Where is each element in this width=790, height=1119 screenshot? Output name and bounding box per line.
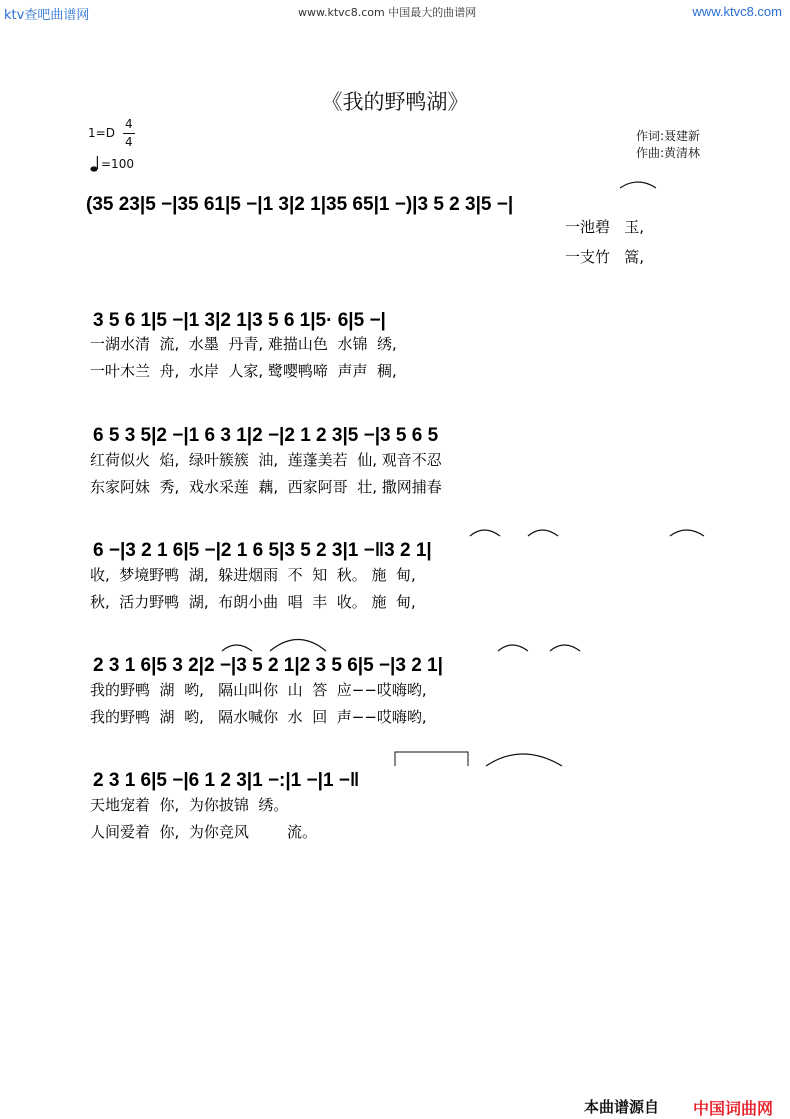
slur — [528, 530, 558, 536]
slur — [670, 530, 704, 536]
slur — [470, 530, 500, 536]
lyrics-row-3-verse-1: 红荷似火 焰, 绿叶簇簇 油, 莲蓬美若 仙, 观音不忍 — [90, 451, 442, 469]
notes-row-2: 3 5 6 1|5 −|1 3|2 1|3 5 6 1|5· 6|5 −| — [93, 310, 386, 331]
notes-row-4: 6 −|3 2 1 6|5 −|2 1 6 5|3 5 2 3|1 −‖3 2 1| — [93, 540, 432, 561]
lyrics-row-2-verse-1: 一湖水清 流, 水墨 丹青, 难描山色 水锦 绣, — [90, 335, 397, 353]
site-tagline: www.ktvc8.com 中国最大的曲谱网 — [298, 6, 477, 19]
score-row-3 — [90, 425, 443, 496]
slur — [498, 645, 528, 651]
score-row-4 — [90, 530, 704, 611]
lyrics-row-5-verse-1: 我的野鸭 湖 哟, 隔山叫你 山 答 应−−哎嗨哟, — [90, 681, 427, 699]
tempo-mark: =100 — [101, 157, 134, 171]
notes-row-6: 2 3 1 6|5 −|6 1 2 3|1 −:|1 −|1 −‖ — [93, 770, 360, 791]
composer-credit: 作曲:黄清林 — [636, 146, 701, 160]
lyrics-row-5-verse-2: 我的野鸭 湖 哟, 隔水喊你 水 回 声−−哎嗨哟, — [90, 708, 427, 726]
source-site-link[interactable]: 中国词曲网 — [693, 1099, 774, 1118]
song-title: 《我的野鸭湖》 — [321, 90, 469, 114]
lyrics-row-4-verse-2: 秋, 活力野鸭 湖, 布朗小曲 唱 丰 收。 施 甸, — [90, 593, 416, 611]
slur — [222, 645, 252, 651]
time-signature-top: 4 — [125, 117, 133, 131]
score-row-5 — [90, 640, 580, 727]
lyrics-row-1-verse-2: 一支竹 篙, — [565, 248, 645, 266]
lyrics-row-6-verse-1: 天地宠着 你, 为你披锦 绣。 — [90, 796, 289, 814]
lyrics-row-2-verse-2: 一叶木兰 舟, 水岸 人家, 鹭嘤鸭啼 声声 稠, — [90, 362, 397, 380]
notes-row-3: 6 5 3 5|2 −|1 6 3 1|2 −|2 1 2 3|5 −|3 5 6 5 — [93, 425, 439, 446]
source-label: 本曲谱源自 — [584, 1098, 660, 1116]
volta-bracket — [395, 752, 468, 766]
score-row-6 — [90, 752, 562, 841]
key-signature: 1=D — [88, 126, 115, 140]
tie — [486, 754, 562, 766]
notes-row-1: (35 23|5 −|35 61|5 −|1 3|2 1|35 65|1 −)|3 5 2 3|5 −| — [86, 194, 514, 215]
lyricist-credit: 作词:聂建新 — [636, 129, 701, 143]
slur — [270, 640, 326, 652]
site-url[interactable]: www.ktvc8.com — [692, 4, 782, 19]
site-logo-text[interactable]: ktv查吧曲谱网 — [4, 8, 90, 23]
notes-row-5: 2 3 1 6|5 3 2|2 −|3 5 2 1|2 3 5 6|5 −|3 2 1| — [93, 655, 443, 676]
lyrics-row-1-verse-1: 一池碧 玉, — [565, 218, 645, 236]
lyrics-row-6-verse-2: 人间爱着 你, 为你竞风 流。 — [90, 823, 317, 841]
score-row-1 — [86, 182, 656, 266]
lyrics-row-3-verse-2: 东家阿妹 秀, 戏水采莲 藕, 西家阿哥 壮, 撒网捕春 — [90, 478, 442, 496]
score-row-2 — [90, 310, 397, 380]
time-signature-bottom: 4 — [125, 135, 133, 149]
slur — [620, 182, 656, 188]
slur — [550, 645, 580, 651]
lyrics-row-4-verse-1: 收, 梦境野鸭 湖, 躲进烟雨 不 知 秋。 施 甸, — [90, 566, 416, 584]
